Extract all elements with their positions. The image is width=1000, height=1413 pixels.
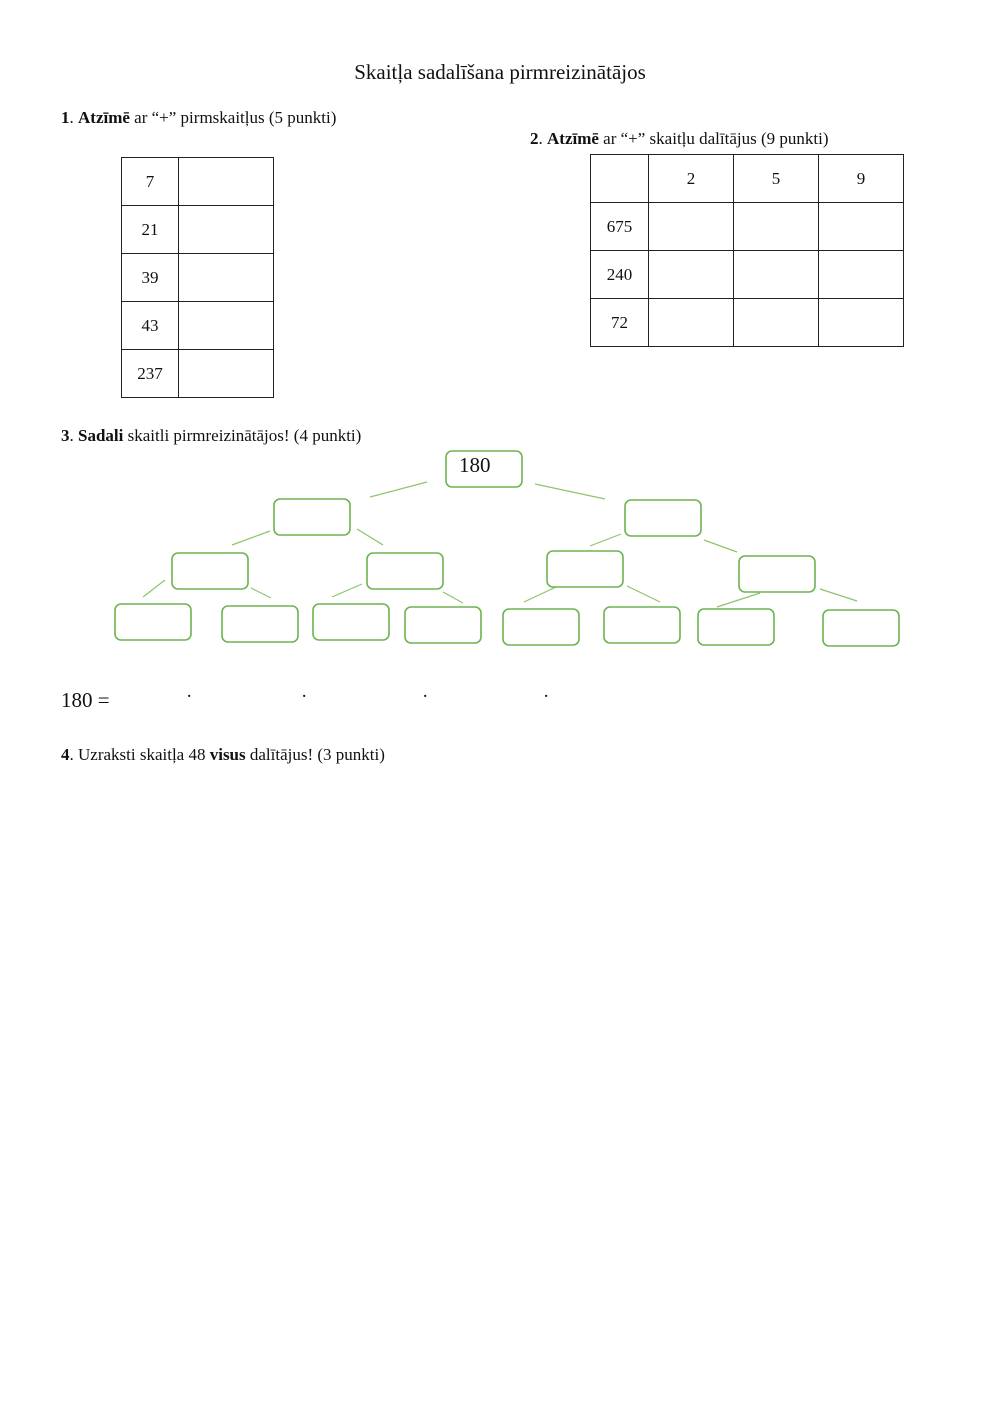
factor-box[interactable] [405, 607, 481, 643]
multiplication-dot: · [301, 686, 308, 707]
number-cell: 21 [122, 206, 179, 254]
task-4-text-b: dalītājus! (3 punkti) [245, 745, 385, 764]
factor-box[interactable] [739, 556, 815, 592]
factor-box[interactable] [274, 499, 350, 535]
task-4-heading [61, 745, 385, 765]
task-3-number: 3 [61, 426, 70, 445]
number-cell: 39 [122, 254, 179, 302]
task-3-sep: . [69, 426, 74, 445]
task-2-sep: . [538, 129, 543, 148]
task-4-bold: visus [209, 745, 246, 764]
task-2-bold: Atzīmē [547, 129, 599, 148]
factor-box[interactable] [503, 609, 579, 645]
tree-branch-line [704, 540, 737, 552]
multiplication-dot: · [422, 686, 429, 707]
multiplication-dot: · [543, 686, 550, 707]
number-cell: 240 [591, 251, 649, 299]
task-2-text: ar “+” skaitļu dalītājus (9 punkti) [598, 129, 829, 148]
task-3-text: skaitli pirmreizinātājos! (4 punkti) [123, 426, 362, 445]
task-4-text-a: . Uzraksti skaitļa 48 [69, 745, 210, 764]
equation-lhs: 180 = [61, 688, 110, 712]
factor-box[interactable] [313, 604, 389, 640]
task-3-bold: Sadali [78, 426, 124, 445]
task-1-text: ar “+” pirmskaitļus (5 punkti) [129, 108, 337, 127]
page-title: Skaitļa sadalīšana pirmreizinātājos [354, 60, 646, 84]
task-1-number: 1 [61, 108, 70, 127]
task-2-number: 2 [530, 129, 539, 148]
number-cell: 43 [122, 302, 179, 350]
factor-box[interactable] [172, 553, 248, 589]
number-cell: 7 [122, 158, 179, 206]
tree-branch-line [820, 589, 857, 601]
tree-branch-line [524, 587, 556, 602]
factor-box[interactable] [604, 607, 680, 643]
header-cell: 9 [819, 155, 904, 203]
tree-branch-line [627, 586, 660, 602]
tree-branch-line [251, 588, 271, 598]
factor-box[interactable] [367, 553, 443, 589]
factor-box[interactable] [823, 610, 899, 646]
tree-branch-line [443, 592, 463, 603]
tree-branch-line [332, 584, 362, 597]
multiplication-dot: · [186, 686, 193, 707]
tree-branch-line [232, 531, 270, 545]
tree-branch-line [370, 482, 427, 497]
tree-branch-line [143, 580, 165, 597]
task-1-sep: . [69, 108, 74, 127]
header-cell: 2 [649, 155, 734, 203]
task-1-bold: Atzīmē [78, 108, 130, 127]
task-4-number: 4 [61, 745, 70, 764]
tree-branch-line [590, 534, 621, 546]
tree-branch-line [717, 593, 760, 607]
factor-box[interactable] [547, 551, 623, 587]
number-cell: 675 [591, 203, 649, 251]
header-cell: 5 [734, 155, 819, 203]
number-cell: 72 [591, 299, 649, 347]
factor-box[interactable] [625, 500, 701, 536]
factor-tree [0, 0, 1000, 700]
factor-box[interactable] [698, 609, 774, 645]
tree-root-value: 180 [459, 453, 491, 477]
tree-branch-line [357, 529, 383, 545]
number-cell: 237 [122, 350, 179, 398]
factor-box[interactable] [115, 604, 191, 640]
tree-branch-line [535, 484, 605, 499]
factor-box[interactable] [222, 606, 298, 642]
